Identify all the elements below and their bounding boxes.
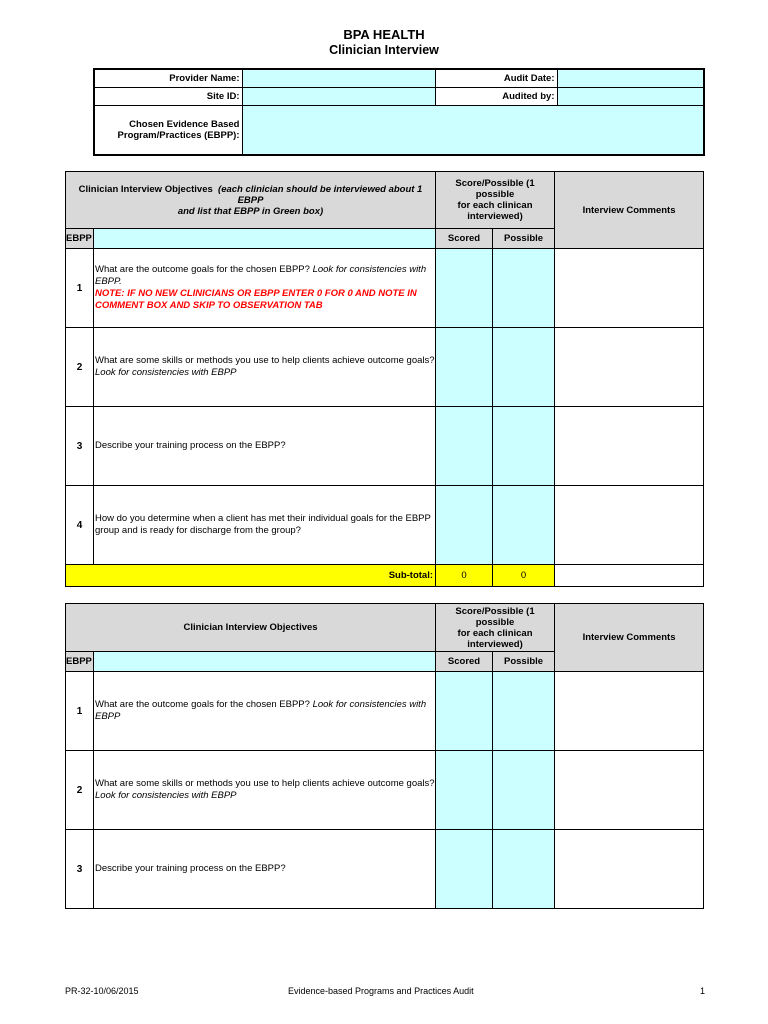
- question-text: [94, 751, 436, 830]
- question-3-text: Describe your training process on the EBPP?: [94, 830, 436, 909]
- possible-cell[interactable]: [493, 486, 555, 565]
- scored-cell[interactable]: [436, 486, 493, 565]
- objectives-note-2: and list that EBPP in Green box): [177, 205, 324, 217]
- question-number: 2: [66, 751, 94, 830]
- comment-cell[interactable]: [555, 830, 704, 909]
- comment-cell[interactable]: [555, 672, 704, 751]
- site-id-label: Site ID:: [94, 88, 242, 106]
- scored-cell[interactable]: [436, 328, 493, 407]
- question-text: [94, 328, 436, 407]
- possible-header: Possible: [493, 229, 555, 249]
- question-1-text: What are the outcome goals for the chosen EBPP?: [95, 699, 310, 710]
- subtotal-label: Sub-total:: [66, 565, 436, 587]
- scored-cell[interactable]: [436, 249, 493, 328]
- site-id-field[interactable]: [242, 88, 435, 106]
- question-text: [94, 249, 436, 328]
- objectives-header: Clinician Interview Objectives: [66, 604, 436, 652]
- scored-header: Scored: [436, 229, 493, 249]
- ebpp-label: EBPP: [66, 652, 94, 672]
- score-header-line2: for each clinican: [457, 627, 533, 639]
- question-4-text-1: How do you determine when a client has met their individual goals for the EBPP: [95, 513, 431, 524]
- score-header-line3: interviewed): [467, 211, 523, 222]
- score-header-line1: Score/Possible (1 possible: [455, 605, 535, 628]
- objectives-note-1: (each clinician should be interviewed about 1 EBPP: [218, 183, 423, 206]
- question-number: 1: [66, 249, 94, 328]
- score-header-line3: interviewed): [467, 638, 523, 650]
- question-row: [66, 328, 704, 407]
- scored-header: Scored: [436, 652, 493, 672]
- possible-cell[interactable]: [493, 249, 555, 328]
- question-number: 4: [66, 486, 94, 565]
- possible-header: Possible: [493, 652, 555, 672]
- possible-cell[interactable]: [493, 328, 555, 407]
- provider-info-table: [93, 68, 705, 156]
- audit-date-field[interactable]: [557, 69, 704, 88]
- scored-cell[interactable]: [436, 407, 493, 486]
- question-number: 3: [66, 407, 94, 486]
- ebpp-field[interactable]: [94, 652, 436, 672]
- comment-cell[interactable]: [555, 486, 704, 565]
- org-title: BPA HEALTH: [343, 27, 425, 42]
- question-4-text-2: group and is ready for discharge from the group?: [95, 525, 301, 536]
- question-row: [66, 407, 704, 486]
- comment-cell[interactable]: [555, 328, 704, 407]
- question-2-hint: Look for consistencies with EBPP: [95, 367, 237, 378]
- subtotal-scored: 0: [436, 565, 493, 587]
- subtotal-possible: 0: [493, 565, 555, 587]
- scored-cell[interactable]: [436, 751, 493, 830]
- question-number: 3: [66, 830, 94, 909]
- question-row: [66, 751, 704, 830]
- comments-header: Interview Comments: [555, 172, 704, 249]
- score-header: [436, 172, 555, 229]
- question-3-text: Describe your training process on the EBPP?: [94, 407, 436, 486]
- question-row: [66, 249, 704, 328]
- score-header: [436, 604, 555, 652]
- question-2-text: What are some skills or methods you use to help clients achieve outcome goals?: [95, 355, 435, 366]
- score-header-line1: Score/Possible (1 possible: [455, 178, 535, 200]
- question-2-hint: Look for consistencies with EBPP: [95, 790, 237, 801]
- question-1-note-2: COMMENT BOX AND SKIP TO OBSERVATION TAB: [95, 300, 323, 311]
- question-row: [66, 672, 704, 751]
- possible-cell[interactable]: [493, 672, 555, 751]
- question-2-text: What are some skills or methods you use to help clients achieve outcome goals?: [95, 778, 435, 789]
- possible-cell[interactable]: [493, 407, 555, 486]
- comment-cell[interactable]: [555, 751, 704, 830]
- possible-cell[interactable]: [493, 751, 555, 830]
- question-row: [66, 486, 704, 565]
- question-row: [66, 830, 704, 909]
- form-subtitle: Clinician Interview: [329, 43, 439, 57]
- ebpp-chosen-label: [94, 106, 242, 156]
- question-number: 2: [66, 328, 94, 407]
- footer-doc-id: PR-32-10/06/2015: [65, 986, 139, 996]
- comment-cell[interactable]: [555, 407, 704, 486]
- question-text: [94, 672, 436, 751]
- score-header-line2: for each clinican: [457, 200, 533, 211]
- question-number: 1: [66, 672, 94, 751]
- ebpp-chosen-label-line1: Chosen Evidence Based: [129, 119, 240, 130]
- ebpp-field[interactable]: [94, 229, 436, 249]
- question-1-note-1: NOTE: IF NO NEW CLINICIANS OR EBPP ENTER 0 FOR 0 AND NOTE IN: [95, 288, 417, 299]
- question-1-hint: Look for consistencies with EBPP.: [95, 264, 427, 287]
- audited-by-field[interactable]: [557, 88, 704, 106]
- possible-cell[interactable]: [493, 830, 555, 909]
- ebpp-chosen-field[interactable]: [242, 106, 704, 156]
- question-text: [94, 486, 436, 565]
- audit-date-label: Audit Date:: [435, 69, 557, 88]
- scored-cell[interactable]: [436, 830, 493, 909]
- objectives-header: [66, 172, 436, 229]
- interview-section-2: [65, 603, 704, 909]
- interview-section-1: [65, 171, 704, 587]
- ebpp-chosen-label-line2: Program/Practices (EBPP):: [117, 130, 240, 141]
- provider-name-field[interactable]: [242, 69, 435, 88]
- footer-doc-title: Evidence-based Programs and Practices Audit: [288, 986, 474, 996]
- provider-name-label: Provider Name:: [94, 69, 242, 88]
- question-1-hint: Look for consistencies with EBPP: [95, 699, 427, 722]
- scored-cell[interactable]: [436, 672, 493, 751]
- ebpp-label: EBPP: [66, 229, 94, 249]
- footer-page-number: 1: [700, 986, 706, 996]
- objectives-label: Clinician Interview Objectives: [78, 183, 213, 195]
- question-1-text: What are the outcome goals for the chosen EBPP?: [95, 264, 310, 275]
- comments-header: Interview Comments: [555, 604, 704, 672]
- comment-cell[interactable]: [555, 249, 704, 328]
- audited-by-label: Audited by:: [435, 88, 557, 106]
